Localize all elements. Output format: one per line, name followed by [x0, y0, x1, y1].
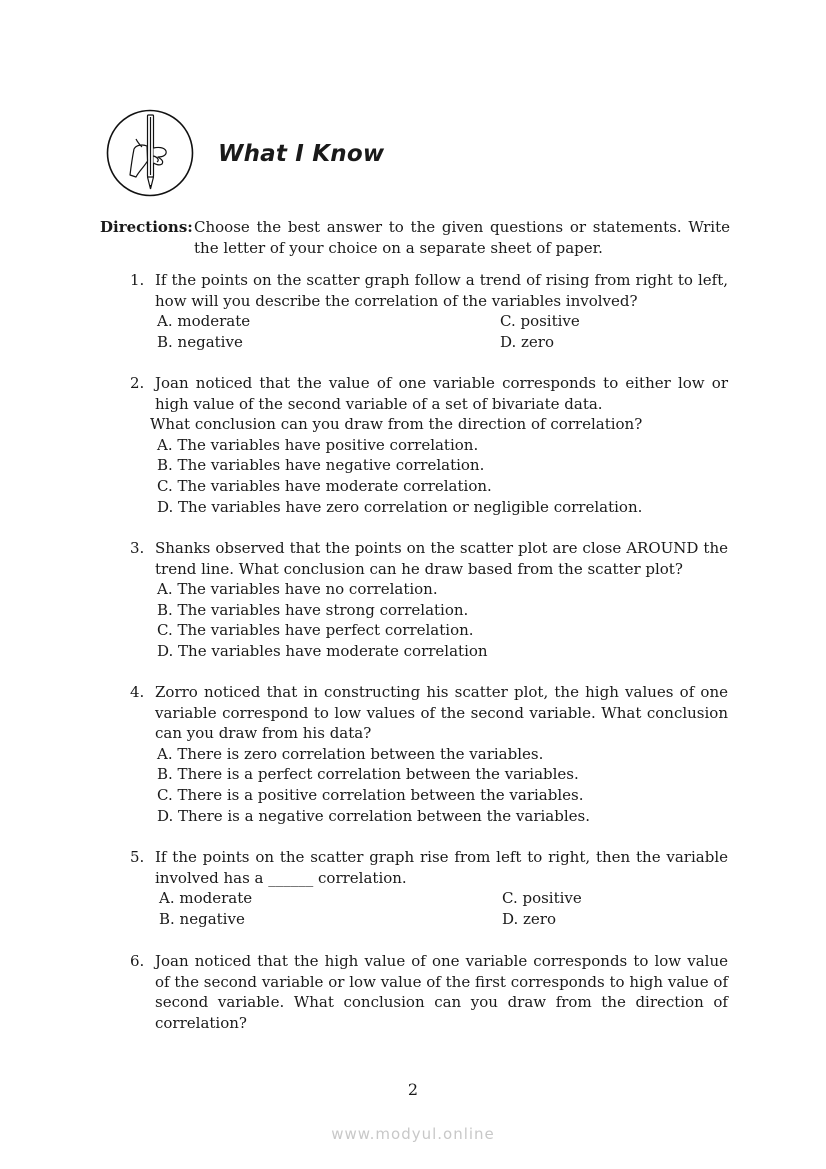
- question-number: 3.: [130, 539, 145, 557]
- choice-a: A. There is zero correlation between the variables.: [157, 744, 544, 763]
- question-number: 5.: [130, 848, 145, 866]
- choice-d: D. The variables have moderate correlation: [157, 641, 488, 660]
- question-stem: Zorro noticed that in constructing his scatter plot, the high values of one variable correspond to low values of the second variable. What conclusion can you draw from his data?: [155, 683, 728, 743]
- choice-c: C. There is a positive correlation between the variables.: [157, 785, 584, 804]
- question-6: [130, 951, 728, 1033]
- question-stem: Shanks observed that the points on the scatter plot are close AROUND the trend line. What conclusion can he draw based from the scatter plot?: [155, 539, 728, 578]
- choice-b: B. The variables have strong correlation.: [157, 600, 469, 619]
- question-5: [130, 847, 728, 929]
- question-stem: If the points on the scatter graph rise from left to right, then the variable involved has a ______ correlation.: [155, 848, 728, 887]
- question-number: 6.: [130, 952, 145, 970]
- directions: [100, 217, 730, 259]
- question-number: 1.: [130, 271, 145, 289]
- choice-a: A. moderate: [159, 889, 253, 908]
- question-number: 4.: [130, 683, 145, 701]
- question-stem: Joan noticed that the value of one variable corresponds to either low or high value of the second variable of a set of bivariate data.: [155, 374, 728, 413]
- choice-a: A. The variables have no correlation.: [157, 580, 438, 599]
- pencil-hand-icon: [106, 109, 194, 197]
- choice-a: A. moderate: [157, 312, 251, 331]
- choice-b: B. There is a perfect correlation between the variables.: [157, 765, 579, 784]
- choice-c: C. positive: [502, 889, 582, 908]
- choice-a: A. The variables have positive correlation.: [157, 435, 479, 454]
- choice-c: C. The variables have moderate correlation.: [157, 476, 492, 495]
- choice-d: D. zero: [502, 909, 557, 928]
- choice-d: D. zero: [500, 332, 555, 351]
- question-4: [130, 682, 728, 826]
- question-1: [130, 270, 728, 352]
- choices: [159, 888, 728, 929]
- choices: [157, 311, 728, 352]
- choice-c: C. positive: [500, 312, 580, 331]
- directions-label: Directions:: [100, 218, 193, 236]
- question-2: [130, 373, 728, 517]
- question-stem: Joan noticed that the high value of one variable corresponds to low value of the second variable or low value of the first corresponds to high value of second variable. What conclusion can you draw from the direction of correlation?: [155, 952, 728, 1032]
- choice-b: B. The variables have negative correlation.: [157, 456, 485, 475]
- question-subprompt: What conclusion can you draw from the direction of correlation?: [150, 415, 643, 434]
- watermark: www.modyul.online: [331, 1125, 495, 1143]
- choice-d: D. The variables have zero correlation or negligible correlation.: [157, 497, 643, 516]
- page-number: 2: [407, 1080, 419, 1099]
- question-stem: If the points on the scatter graph follow a trend of rising from right to left, how will you describe the correlation of the variables involved?: [155, 271, 728, 310]
- choice-b: B. negative: [157, 332, 243, 351]
- choice-b: B. negative: [159, 909, 245, 928]
- page-title: What I Know: [218, 141, 385, 167]
- choice-d: D. There is a negative correlation between the variables.: [157, 806, 590, 825]
- question-3: [130, 538, 728, 662]
- choice-c: C. The variables have perfect correlation.: [157, 621, 474, 640]
- directions-text: Choose the best answer to the given questions or statements. Write the letter of your choice on a separate sheet of paper.: [194, 218, 730, 257]
- question-number: 2.: [130, 374, 145, 392]
